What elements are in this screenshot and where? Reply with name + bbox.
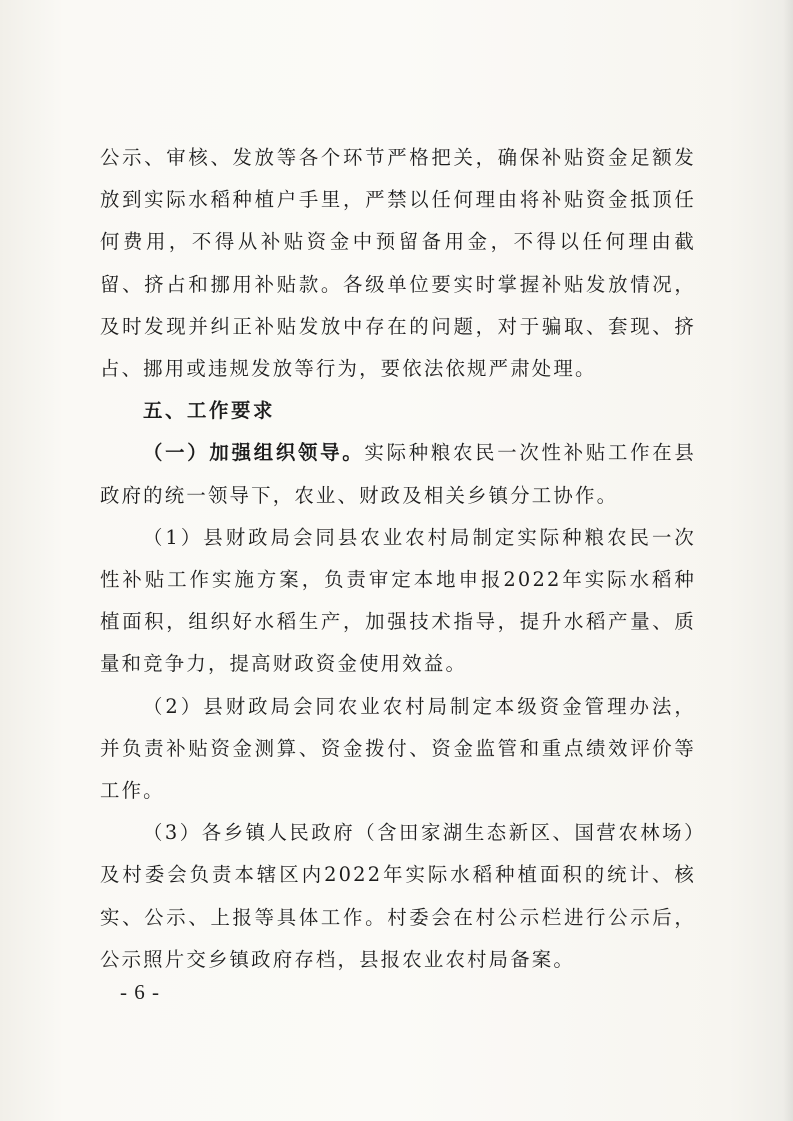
page-edge-shadow (783, 0, 793, 1121)
paragraph-item-3: （3）各乡镇人民政府（含田家湖生态新区、国营农林场）及村委会负责本辖区内2022年实际水稻种植面积的统计、核实、公示、上报等具体工作。村委会在村公示栏进行公示后，公示照片交乡镇政府存档，县报农业农村局备案。 (100, 821, 696, 971)
paragraph-item-2: （2）县财政局会同农业农村局制定本级资金管理办法，并负责补贴资金测算、资金拨付、资金监管和重点绩效评价等工作。 (100, 694, 696, 803)
paragraph-text: 实际种粮农民一次性补贴工作在县政府的统一领导下，农业、财政及相关乡镇分工协作。 (100, 441, 697, 507)
paragraph-continuation: 公示、审核、发放等各个环节严格把关，确保补贴资金足额发放到实际水稻种植户手里，严禁以任何理由将补贴资金抵顶任何费用，不得从补贴资金中预留备用金，不得以任何理由截留、挤占和挪用补贴款。各级单位要实时掌握补贴发放情况，及时发现并纠正补贴发放中存在的问题，对于骗取、套现、挤占、挪用或违规发放等行为，要依法依规严肃处理。 (100, 146, 696, 381)
section-heading-work-requirements: 五、工作要求 (143, 399, 275, 423)
paragraph-lead-title: （一）加强组织领导。 (143, 441, 365, 465)
paragraph-item-1: （1）县财政局会同县农业农村局制定实际种粮农民一次性补贴工作实施方案，负责审定本地申报2022年实际水稻种植面积，组织好水稻生产，加强技术指导，提升水稻产量、质量和竞争力，提高财政资金使用效益。 (100, 525, 696, 676)
document-body (100, 137, 696, 981)
paragraph-organization-leadership (100, 432, 696, 516)
page-number: - 6 - (120, 980, 160, 1004)
